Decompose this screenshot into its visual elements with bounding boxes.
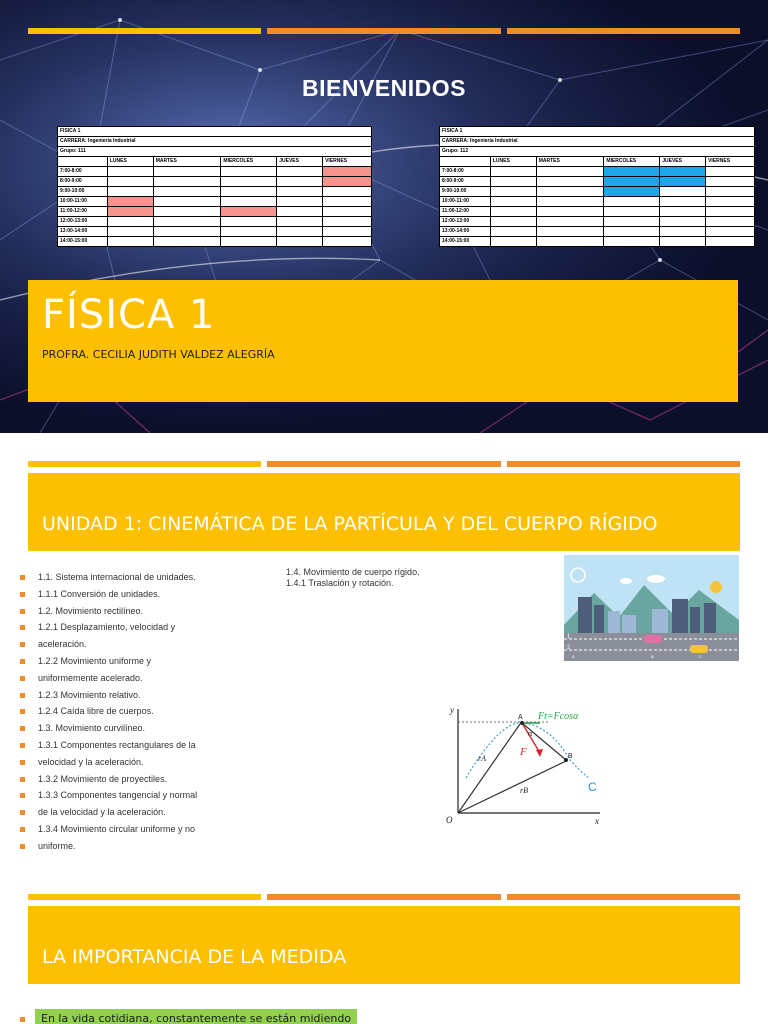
time-label: 9:00-10:00 xyxy=(58,187,108,197)
bullet-icon xyxy=(20,609,25,614)
angle-label: α xyxy=(528,729,533,738)
schedule-group: Grupo: 111 xyxy=(58,147,372,157)
schedule-group: Grupo: 112 xyxy=(440,147,755,157)
decor-bar-orange xyxy=(267,28,500,34)
rb-label: rB xyxy=(520,786,528,795)
unit-topic-list xyxy=(20,569,220,855)
tangential-formula: Ft=Fcosα xyxy=(538,711,579,722)
bullet-icon xyxy=(20,592,25,597)
highlighted-bullet-text: En la vida cotidiana, constantemente se están midiendo xyxy=(35,1009,357,1024)
road-mark: A xyxy=(572,654,575,659)
day-header: LUNES xyxy=(107,157,153,167)
decor-bar-yellow xyxy=(28,894,261,900)
bullet-icon xyxy=(20,642,25,647)
bullet-icon xyxy=(20,777,25,782)
curve-label: C xyxy=(588,780,597,794)
list-item: uniforme. xyxy=(20,838,220,855)
class-slot xyxy=(660,167,706,177)
point-b-label: B xyxy=(568,753,573,760)
slide-title xyxy=(0,0,768,433)
class-slot xyxy=(604,177,660,187)
vector-ra xyxy=(458,724,520,813)
day-header: MIERCOLES xyxy=(221,157,277,167)
time-label: 11:00-12:00 xyxy=(440,207,491,217)
welcome-heading: BIENVENIDOS xyxy=(302,75,466,101)
schedule-career: CARRERA: Ingeniería Industrial xyxy=(58,137,372,147)
class-slot xyxy=(604,167,660,177)
schedule-corner xyxy=(440,157,491,167)
point-a-label: A xyxy=(518,714,523,721)
time-label: 14:00-15:00 xyxy=(58,237,108,247)
time-label: 13:00-14:00 xyxy=(440,227,491,237)
bullet-icon xyxy=(20,1017,25,1022)
time-label: 8:00-9:00 xyxy=(58,177,108,187)
sun-icon xyxy=(710,581,722,593)
bullet-icon xyxy=(20,693,25,698)
time-label: 10:00-11:00 xyxy=(440,197,491,207)
city-road-illustration xyxy=(564,555,739,661)
list-item: 1.3.4 Movimiento circular uniforme y no xyxy=(20,821,220,838)
class-slot xyxy=(660,177,706,187)
bullet-icon xyxy=(20,810,25,815)
day-header: MIERCOLES xyxy=(604,157,660,167)
time-label: 7:00-8:00 xyxy=(58,167,108,177)
ra-label: rA xyxy=(478,754,486,763)
day-header: LUNES xyxy=(490,157,536,167)
road-mark: C xyxy=(699,654,702,659)
decor-bar-orange xyxy=(267,894,500,900)
list-item: 1.2.4 Caída libre de cuerpos. xyxy=(20,703,220,720)
bullet-icon xyxy=(20,844,25,849)
decor-bar-orange xyxy=(267,461,500,467)
schedule-subject: FISICA 1 xyxy=(440,127,755,137)
day-header: VIERNES xyxy=(706,157,755,167)
day-header: MARTES xyxy=(153,157,221,167)
car-icon xyxy=(690,645,708,653)
time-label: 13:00-14:00 xyxy=(58,227,108,237)
time-label: 7:00-8:00 xyxy=(440,167,491,177)
list-item: de la velocidad y la aceleración. xyxy=(20,804,220,821)
measure-title: LA IMPORTANCIA DE LA MEDIDA xyxy=(42,946,347,968)
teacher-name: PROFRA. CECILIA JUDITH VALDEZ ALEGRÍA xyxy=(42,348,275,361)
bullet-icon xyxy=(20,659,25,664)
class-slot xyxy=(323,177,372,187)
measure-title-banner xyxy=(28,906,740,984)
day-header: JUEVES xyxy=(660,157,706,167)
vector-rb xyxy=(458,761,566,813)
time-label: 12:00-13:00 xyxy=(58,217,108,227)
list-item: 1.1. Sistema internacional de unidades. xyxy=(20,569,220,586)
lane-label: 1 xyxy=(567,634,571,640)
time-label: 12:00-13:00 xyxy=(440,217,491,227)
bullet-icon xyxy=(20,793,25,798)
list-item: 1.2.3 Movimiento relativo. xyxy=(20,687,220,704)
top-decor-bars xyxy=(28,28,740,34)
decor-bar-yellow xyxy=(28,28,261,34)
bullet-icon xyxy=(20,625,25,630)
y-axis-label: y xyxy=(450,705,454,715)
measure-decor-bars xyxy=(28,894,740,900)
topic-line: 1.4.1 Traslación y rotación. xyxy=(286,578,394,588)
lane-label: 2 xyxy=(567,645,571,651)
time-label: 14:00-15:00 xyxy=(440,237,491,247)
class-slot xyxy=(323,167,372,177)
decor-bar-orange xyxy=(507,461,740,467)
list-item: 1.3.3 Componentes tangencial y normal xyxy=(20,787,220,804)
decor-bar-orange xyxy=(507,28,740,34)
list-item: uniformemente acelerado. xyxy=(20,670,220,687)
decor-bar-orange xyxy=(507,894,740,900)
bullet-icon xyxy=(20,575,25,580)
schedule-corner xyxy=(58,157,108,167)
course-title: FÍSICA 1 xyxy=(42,292,216,338)
bullet-icon xyxy=(20,760,25,765)
list-item: 1.2.1 Desplazamiento, velocidad y xyxy=(20,619,220,636)
slide-measurement xyxy=(0,869,768,1024)
origin-label: O xyxy=(446,815,453,825)
list-item: 1.2.2 Movimiento uniforme y xyxy=(20,653,220,670)
unit-title-banner xyxy=(28,473,740,551)
class-slot xyxy=(221,207,277,217)
list-item: 1.3. Movimiento curvilíneo. xyxy=(20,720,220,737)
day-header: MARTES xyxy=(536,157,604,167)
road-mark: B xyxy=(651,654,654,659)
class-slot xyxy=(107,207,153,217)
rigid-body-topics xyxy=(286,567,420,589)
list-item: velocidad y la aceleración. xyxy=(20,754,220,771)
day-header: JUEVES xyxy=(277,157,323,167)
day-header: VIERNES xyxy=(323,157,372,167)
schedule-subject: FISICA 1 xyxy=(58,127,372,137)
unit-title: UNIDAD 1: CINEMÁTICA DE LA PARTÍCULA Y DEL CUERPO RÍGIDO xyxy=(42,513,658,535)
force-label: F xyxy=(520,746,527,758)
bullet-icon xyxy=(20,676,25,681)
list-item: aceleración. xyxy=(20,636,220,653)
time-label: 9:00-10:00 xyxy=(440,187,491,197)
bullet-icon xyxy=(20,726,25,731)
topic-line: 1.4. Movimiento de cuerpo rígido. xyxy=(286,567,420,577)
slide-unit-1 xyxy=(0,433,768,869)
course-title-box xyxy=(28,280,738,402)
class-slot xyxy=(604,187,660,197)
time-label: 11:00-12:00 xyxy=(58,207,108,217)
schedule-table-group-112 xyxy=(439,126,755,247)
list-item: 1.2. Movimiento rectilíneo. xyxy=(20,603,220,620)
class-slot xyxy=(107,197,153,207)
x-axis-label: x xyxy=(595,816,599,826)
schedule-table-group-111 xyxy=(57,126,372,247)
list-item: 1.3.1 Componentes rectangulares de la xyxy=(20,737,220,754)
bullet-icon xyxy=(20,827,25,832)
unit-decor-bars xyxy=(28,461,740,467)
list-item: 1.1.1 Conversión de unidades. xyxy=(20,586,220,603)
car-icon xyxy=(644,635,662,643)
schedule-career: CARRERA: Ingeniería Industrial xyxy=(440,137,755,147)
decor-bar-yellow xyxy=(28,461,261,467)
bullet-icon xyxy=(20,709,25,714)
time-label: 10:00-11:00 xyxy=(58,197,108,207)
list-item: 1.3.2 Movimiento de proyectiles. xyxy=(20,771,220,788)
bullet-icon xyxy=(20,743,25,748)
time-label: 8:00-9:00 xyxy=(440,177,491,187)
position-vector-diagram xyxy=(440,703,610,828)
